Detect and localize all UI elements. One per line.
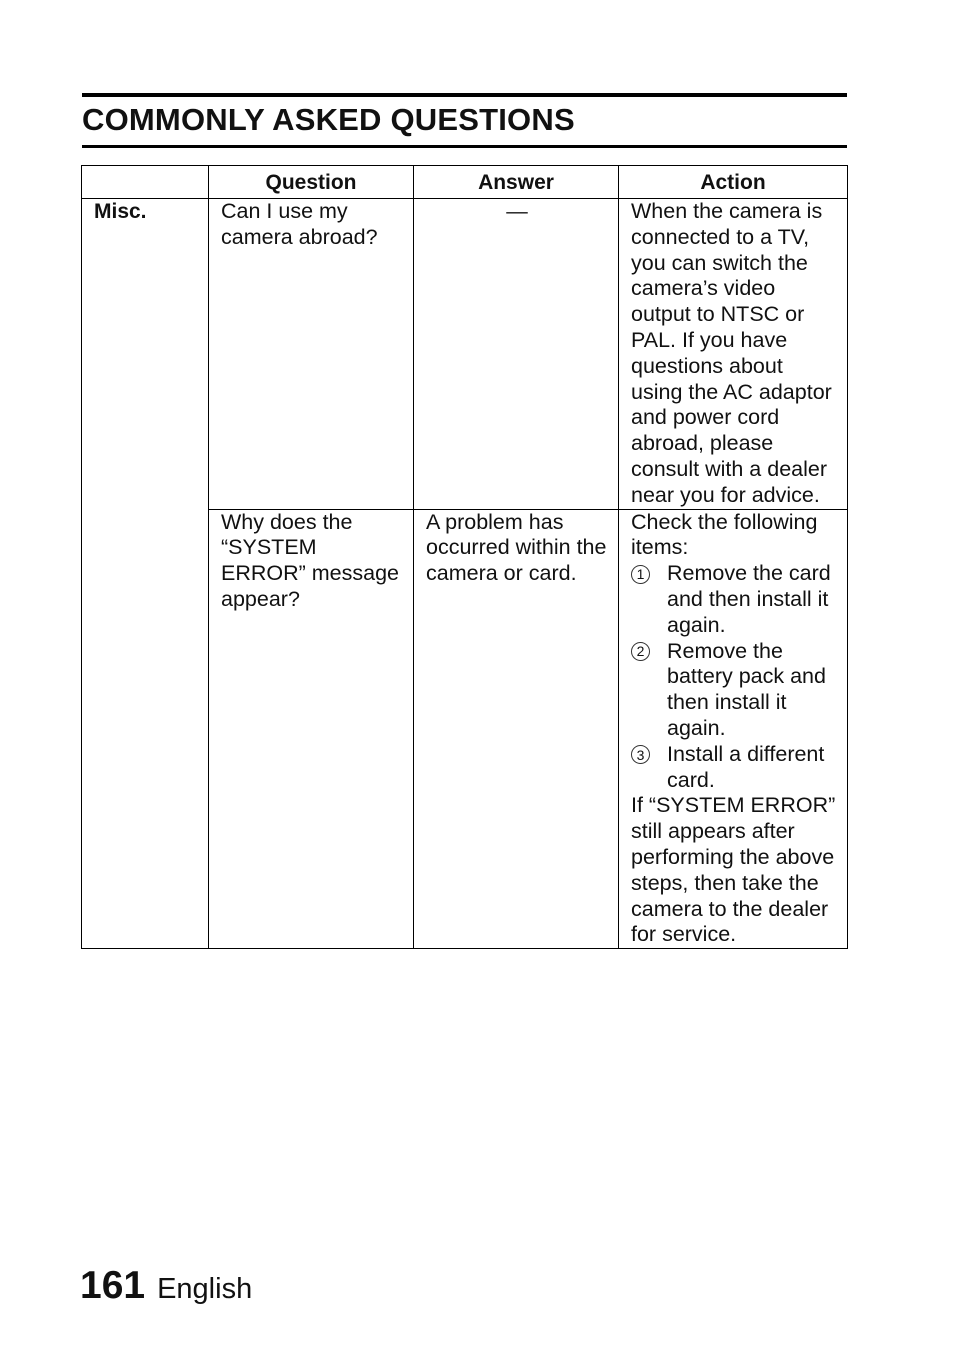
action-cell [619, 509, 848, 949]
page-title: COMMONLY ASKED QUESTIONS [82, 102, 575, 137]
column-header-question: Question [209, 166, 414, 199]
answer-cell: — [414, 199, 619, 510]
step-text: Remove the battery pack and then install it again. [667, 638, 826, 740]
page-number: 161 [80, 1264, 146, 1307]
step-text: Install a different card. [667, 741, 825, 792]
answer-cell: A problem has occurred within the camera or card. [414, 509, 619, 949]
column-header-action: Action [619, 166, 848, 199]
step-item [631, 742, 837, 794]
question-cell: Why does the “SYSTEM ERROR” message appear? [209, 509, 414, 949]
page-language: English [157, 1273, 253, 1305]
circled-number-2-icon: 2 [631, 639, 667, 665]
faq-table [81, 165, 848, 949]
page-footer [80, 1264, 252, 1308]
table-header-row [82, 166, 848, 199]
action-intro: Check the following items: [631, 509, 818, 560]
action-cell: When the camera is connected to a TV, you can switch the camera’s video output to NTSC or PAL. If you have questions about using the AC adaptor and power cord abroad, please consult with a dealer near you for advice. [619, 199, 848, 510]
question-cell: Can I use my camera abroad? [209, 199, 414, 510]
title-rule-bottom [82, 145, 847, 148]
category-cell: Misc. [82, 199, 209, 949]
circled-number-3-icon: 3 [631, 742, 667, 768]
table-row [82, 199, 848, 510]
step-text: Remove the card and then install it again. [667, 561, 831, 637]
circled-number-1-icon: 1 [631, 561, 667, 587]
step-item [631, 639, 837, 742]
column-header-answer: Answer [414, 166, 619, 199]
step-item [631, 561, 837, 638]
action-outro: If “SYSTEM ERROR” still appears after performing the above steps, then take the camera to the dealer for service. [631, 793, 836, 947]
title-rule-top [82, 93, 847, 97]
column-header-category [82, 166, 209, 199]
